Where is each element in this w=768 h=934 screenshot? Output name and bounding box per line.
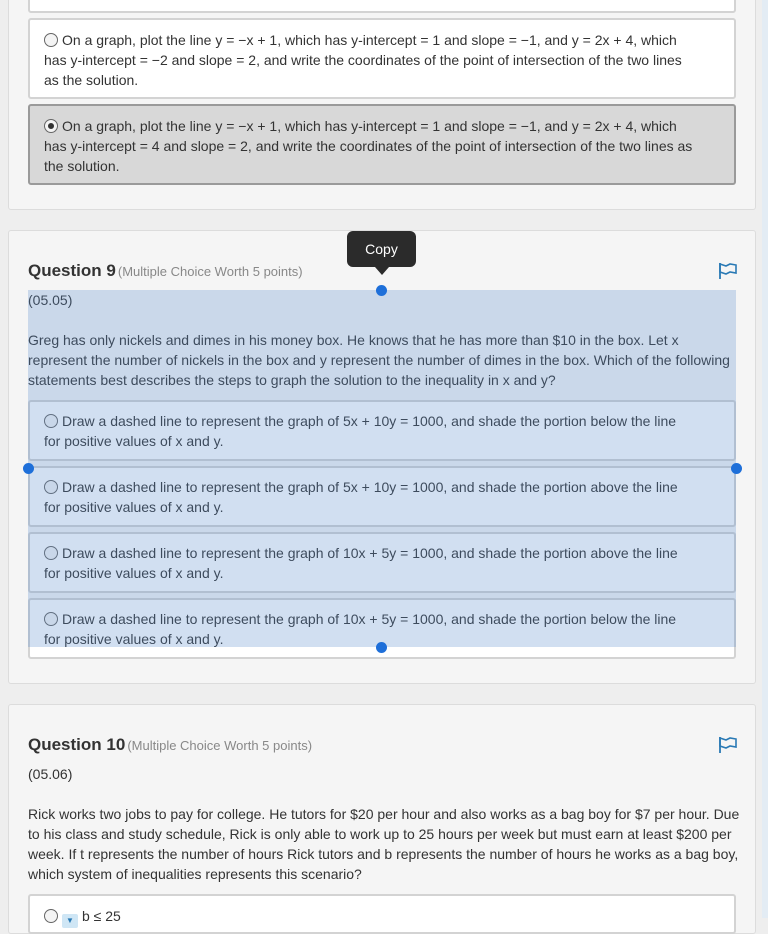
radio-button[interactable]	[44, 909, 58, 923]
choice-text: Draw a dashed line to represent the graph of 5x + 10y = 1000, and shade the portion below the line for positive values of x and y.	[44, 413, 677, 449]
choice-text: b ≤ 25	[82, 908, 121, 924]
radio-button-selected[interactable]	[44, 119, 58, 133]
question-10-title: Question 10 (Multiple Choice Worth 5 points)	[28, 735, 313, 754]
question-text: Rick works two jobs to pay for college. He tutors for $20 per hour and also works as a bag boy for $7 per hour. Due to his class and study schedule, Rick is only able to work up to 25 hours per week but must earn at least $200 per week. If t represents the number of hours Rick tutors and b represents the number of hours he works as a bag boy, which system of inequalities represents this scenario?	[28, 806, 740, 882]
radio-button[interactable]	[44, 33, 58, 47]
radio-button[interactable]	[44, 480, 58, 494]
flag-icon[interactable]	[718, 736, 738, 754]
scrollbar-track[interactable]	[762, 0, 768, 918]
q9-answer-c[interactable]	[28, 532, 736, 593]
copy-button[interactable]: Copy	[347, 231, 416, 267]
selection-handle-right[interactable]	[731, 463, 742, 474]
q9-answer-b[interactable]	[28, 466, 736, 527]
question-text: Greg has only nickels and dimes in his money box. He knows that he has more than $10 in the box. Let x represent the number of nickels in the box and y represent the number of dimes in the box. Which of the following statements best describes the steps to graph the solution to the inequality in x and y?	[28, 332, 730, 388]
choice-text: On a graph, plot the line y = −x + 1, which has y-intercept = 1 and slope = −1, and y = 2x + 4, which has y-intercept = 4 and slope = 2, and write the coordinates of the point of intersection of the two lines as the solution.	[44, 118, 693, 174]
choice-text: On a graph, plot the line y = −x + 1, which has y-intercept = 1 and slope = −1, and y = 2x + 4, which has y-intercept = −2 and slope = 2, and write the coordinates of the point of intersection of the two lines as the solution.	[44, 32, 682, 88]
q8-answer-prev[interactable]	[28, 0, 736, 13]
q8-answer-c[interactable]	[28, 18, 736, 99]
q10-answer-a[interactable]	[28, 894, 736, 934]
choice-text: Draw a dashed line to represent the graph of 10x + 5y = 1000, and shade the portion above the line for positive values of x and y.	[44, 545, 678, 581]
question-code: (05.05)	[28, 292, 73, 308]
selection-handle-bottom[interactable]	[376, 642, 387, 653]
dropdown-arrow-icon[interactable]: ▼	[62, 914, 78, 928]
q8-answer-d[interactable]	[28, 104, 736, 185]
choice-text: Draw a dashed line to represent the graph of 10x + 5y = 1000, and shade the portion below the line for positive values of x and y.	[44, 611, 677, 647]
choice-text: Draw a dashed line to represent the graph of 5x + 10y = 1000, and shade the portion above the line for positive values of x and y.	[44, 479, 678, 515]
flag-icon[interactable]	[718, 262, 738, 280]
question-9-title: Question 9 (Multiple Choice Worth 5 points)	[28, 261, 303, 280]
q9-answer-a[interactable]	[28, 400, 736, 461]
selection-handle-top[interactable]	[376, 285, 387, 296]
radio-button[interactable]	[44, 546, 58, 560]
question-type: (Multiple Choice Worth 5 points)	[117, 264, 303, 279]
selection-handle-left[interactable]	[23, 463, 34, 474]
radio-button[interactable]	[44, 612, 58, 626]
question-code: (05.06)	[28, 766, 73, 782]
question-type: (Multiple Choice Worth 5 points)	[127, 738, 313, 753]
radio-button[interactable]	[44, 414, 58, 428]
